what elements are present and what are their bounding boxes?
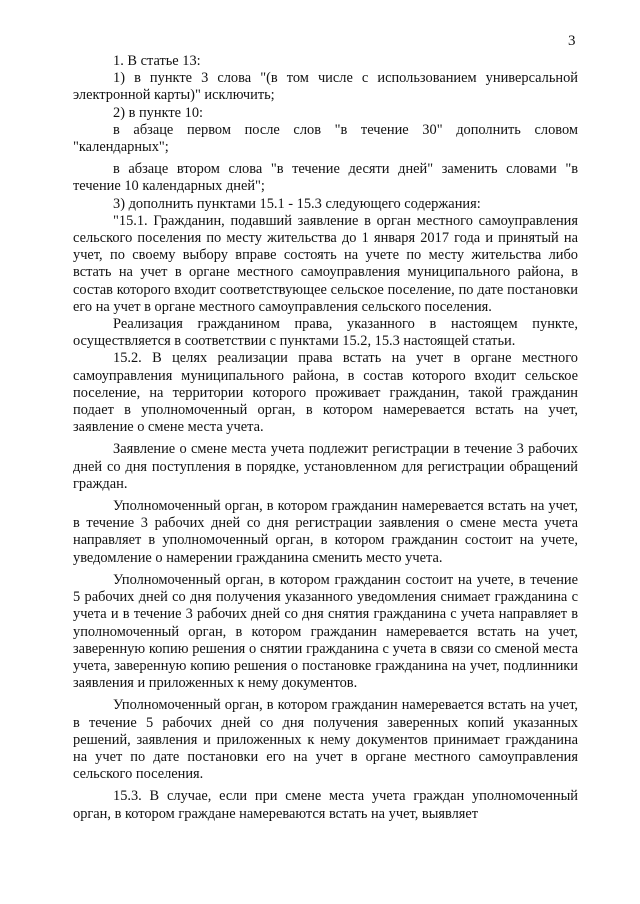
paragraph-abzac-1: в абзаце первом после слов "в течение 30" дополнить словом "календарных"; xyxy=(73,121,578,156)
paragraph-item-2: 2) в пункте 10: xyxy=(113,104,204,121)
paragraph-15-1: "15.1. Гражданин, подавший заявление в орган местного самоуправления сельского поселения по месту жительства до 1 января 2017 года и принятый на учет, по своему выбору вправе состоять на учете по месту жительства либо встать на учет в органе местного самоуправления муниципального района, в состав которого входит соответствующее сельское поселение, по дате постановки его на учет в органе местного самоуправления сельского поселения. xyxy=(73,212,578,315)
paragraph-item-3: 3) дополнить пунктами 15.1 - 15.3 следующего содержания: xyxy=(113,195,481,212)
paragraph-abzac-2: в абзаце втором слова "в течение десяти дней" заменить словами "в течение 10 календарных дней"; xyxy=(73,161,578,195)
paragraph-15-1-realization: Реализация гражданином права, указанного в настоящем пункте, осуществляется в соответствии с пунктами 15.2, 15.3 настоящей статьи. xyxy=(73,316,578,350)
paragraph-15-2-notification: Уполномоченный орган, в котором гражданин намеревается встать на учет, в течение 3 рабочих дней со дня регистрации заявления о смене места учета направляет в уполномоченный орган, в котором гражданин состоит на учете, уведомление о намерении гражданина сменить место учета. xyxy=(73,498,578,566)
paragraph-article-13: 1. В статье 13: xyxy=(113,53,201,69)
paragraph-15-2-acceptance: Уполномоченный орган, в котором гражданин намеревается встать на учет, в течение 5 рабочих дней со дня получения заверенных копий указанных решений, заявления и приложенных к нему документов принимает гражданина на учет по дате постановки его на учет в органе местного самоуправления сельского поселения. xyxy=(73,697,578,783)
paragraph-15-3: 15.3. В случае, если при смене места учета граждан уполномоченный орган, в котором граждане намереваются встать на учет, выявляет xyxy=(73,788,578,822)
paragraph-item-1: 1) в пункте 3 слова "(в том числе с использованием универсальной электронной карты)" исключить; xyxy=(73,70,578,104)
paragraph-15-2: 15.2. В целях реализации права встать на учет в органе местного самоуправления муниципального района, в состав которого входит сельское поселение, на территории которого проживает гражданин, такой гражданин подает в уполномоченный орган, в котором намеревается встать на учет, заявление о смене места учета. xyxy=(73,350,578,436)
paragraph-15-2-registration: Заявление о смене места учета подлежит регистрации в течение 3 рабочих дней со дня поступления в порядке, установленном для регистрации обращений граждан. xyxy=(73,441,578,492)
document-body xyxy=(73,53,578,823)
page-number: 3 xyxy=(568,33,576,49)
paragraph-15-2-removal: Уполномоченный орган, в котором гражданин состоит на учете, в течение 5 рабочих дней со дня получения указанного уведомления снимает гражданина с учета и в течение 3 рабочих дней со дня снятия гражданина с учета направляет в уполномоченный орган, в котором гражданин намеревается встать на учет, заверенную копию решения о снятии гражданина с учета в связи со сменой места учета, заверенную копию решения о постановке гражданина на учет, подлинники заявления и приложенных к нему документов. xyxy=(73,571,578,692)
